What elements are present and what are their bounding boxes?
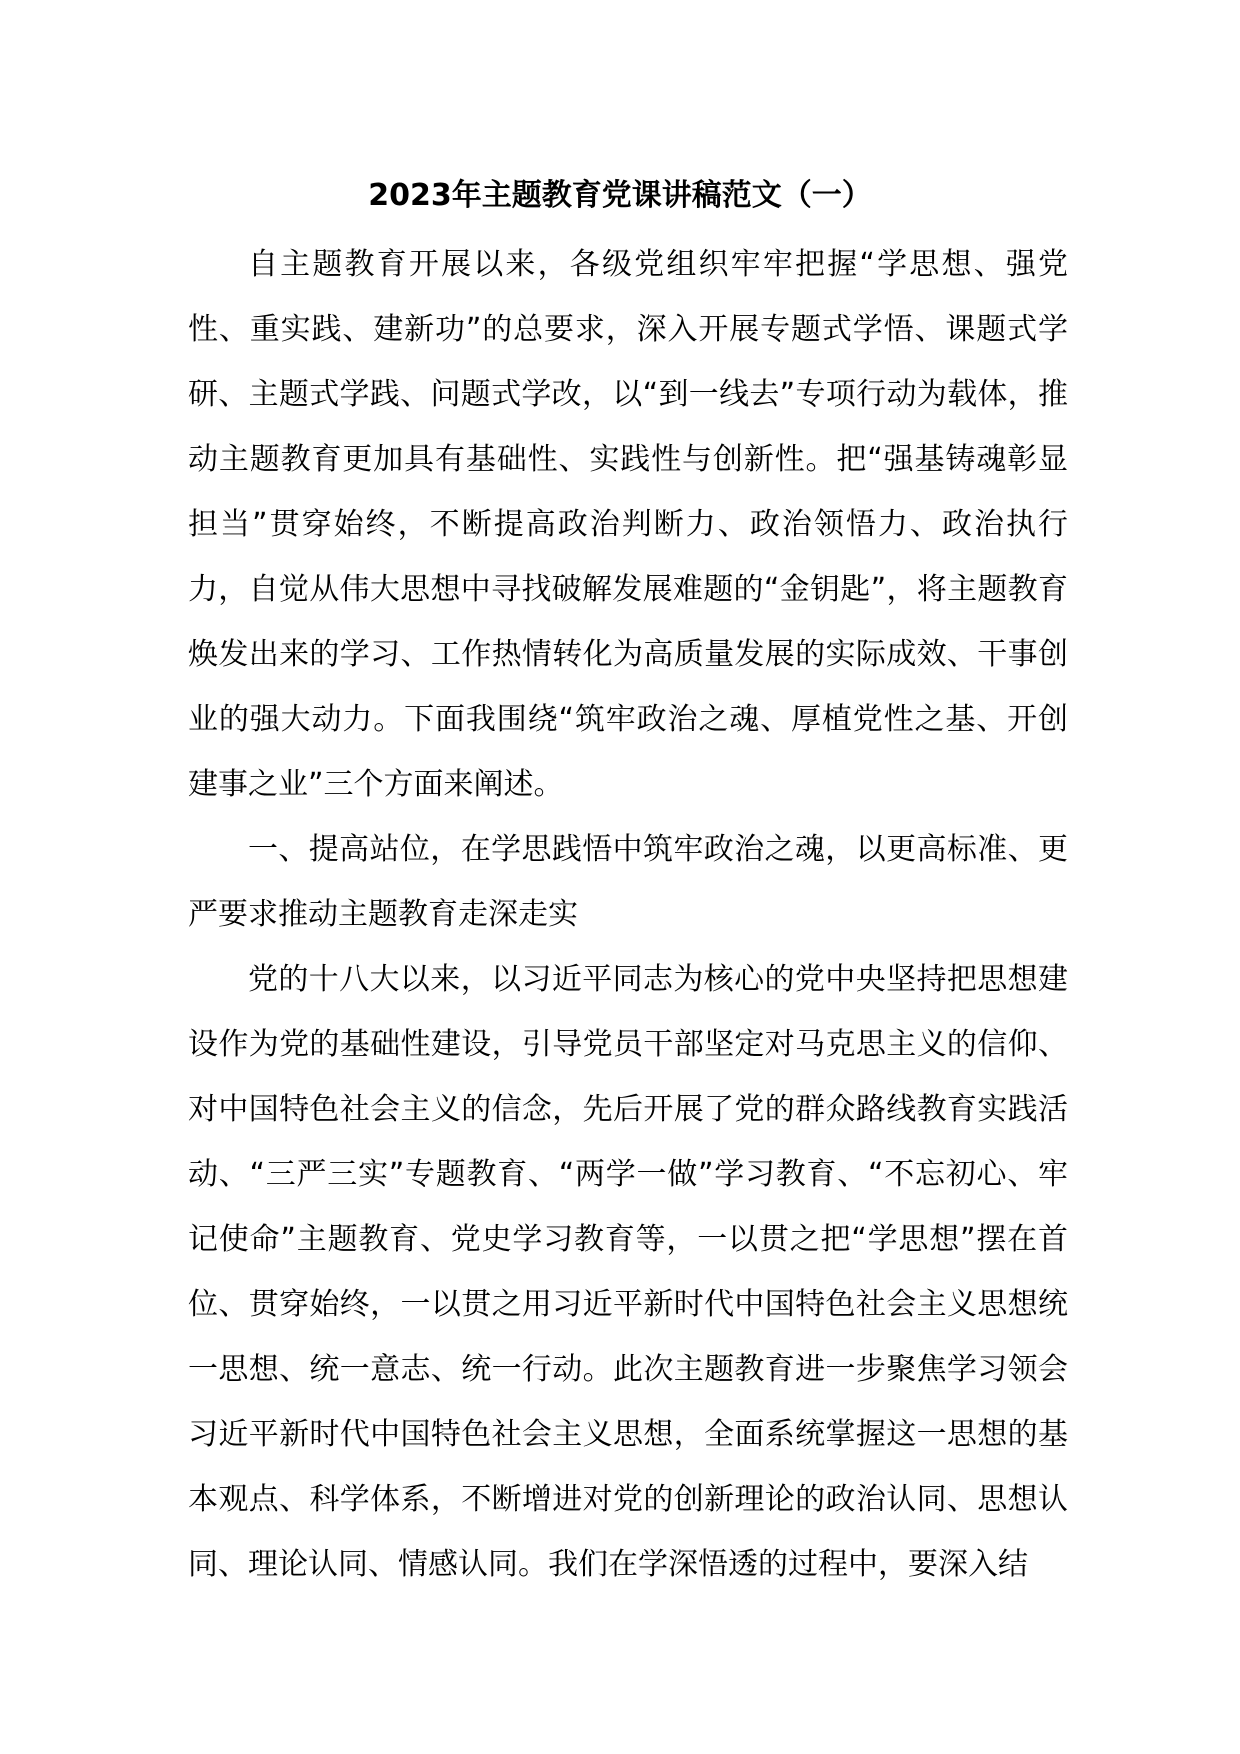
document-title: 2023年主题教育党课讲稿范文（一） bbox=[368, 178, 872, 213]
paragraph-section-heading: 一、提高站位，在学思践悟中筑牢政治之魂，以更高标准、更严要求推动主题教育走深走实 bbox=[188, 832, 1068, 932]
paragraph-intro: 自主题教育开展以来，各级党组织牢牢把握“学思想、强党性、重实践、建新功”的总要求，深入开展专题式学悟、课题式学研、主题式学践、问题式学改，以“到一线去”专项行动为载体，推动主题教育更加具有基础性、实践性与创新性。把“强基铸魂彰显担当”贯穿始终，不断提高政治判断力、政治领悟力、政治执行力，自觉从伟大思想中寻找破解发展难题的“金钥匙”，将主题教育焕发出来的学习、工作热情转化为高质量发展的实际成效、干事创业的强大动力。下面我围绕“筑牢政治之魂、厚植党性之基、开创建事之业”三个方面来阐述。 bbox=[188, 247, 1068, 802]
paragraph-body: 党的十八大以来，以习近平同志为核心的党中央坚持把思想建设作为党的基础性建设，引导党员干部坚定对马克思主义的信仰、对中国特色社会主义的信念，先后开展了党的群众路线教育实践活动、“三严三实”专题教育、“两学一做”学习教育、“不忘初心、牢记使命”主题教育、党史学习教育等，一以贯之把“学思想”摆在首位、贯穿始终，一以贯之用习近平新时代中国特色社会主义思想统一思想、统一意志、统一行动。此次主题教育进一步聚焦学习领会习近平新时代中国特色社会主义思想，全面系统掌握这一思想的基本观点、科学体系，不断增进对党的创新理论的政治认同、思想认同、理论认同、情感认同。我们在学深悟透的过程中，要深入结 bbox=[188, 962, 1068, 1582]
document-body bbox=[188, 232, 1068, 1597]
